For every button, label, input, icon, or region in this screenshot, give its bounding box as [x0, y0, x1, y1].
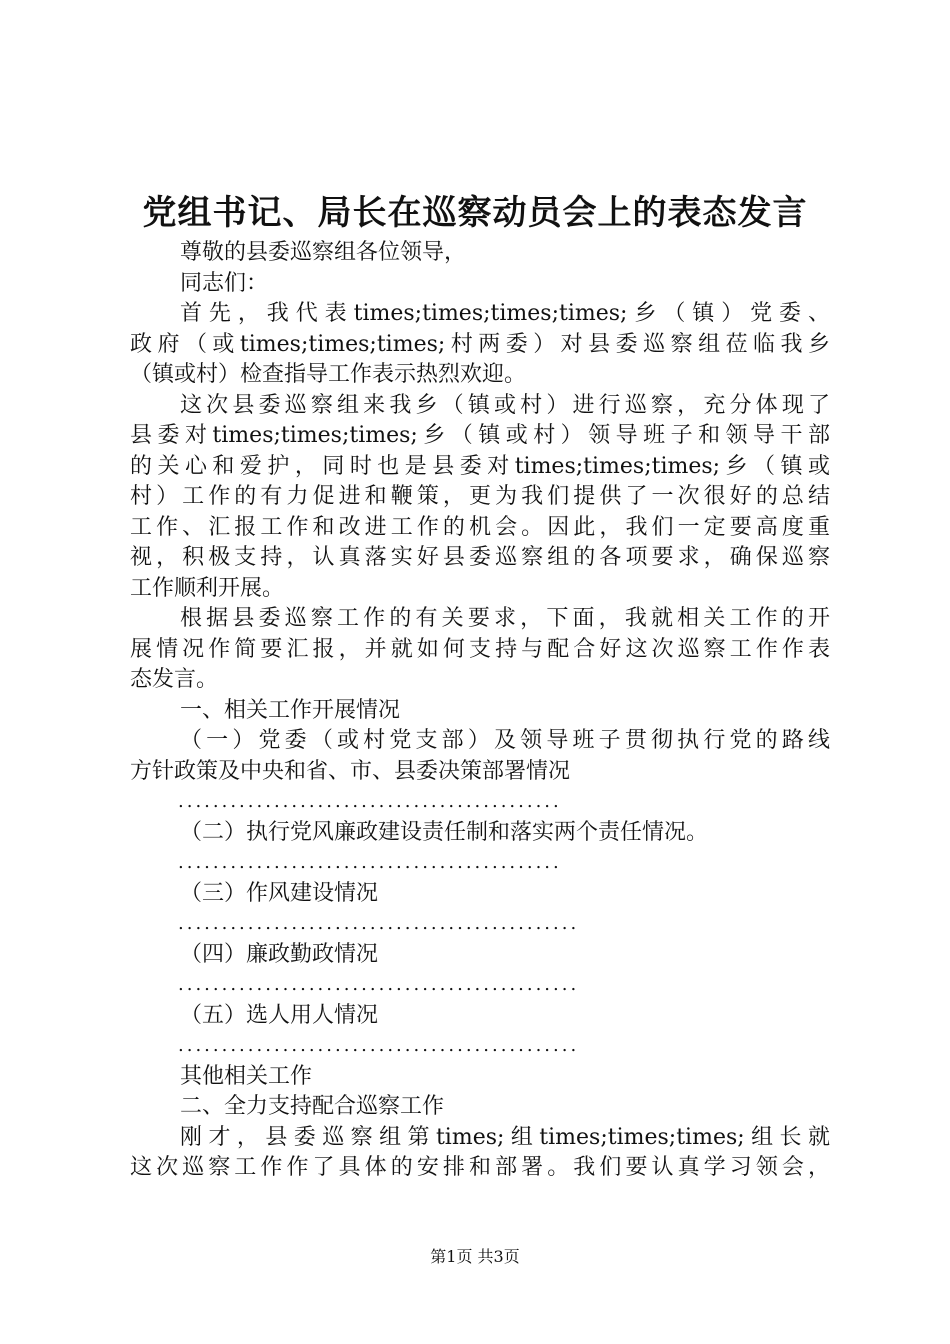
dot-leader: .............................................. — [178, 913, 580, 934]
section-heading: 二、全力支持配合巡察工作 — [180, 1094, 445, 1119]
paragraph-line: 县委对times;times;times;乡（镇或村）领导班子和领导干部 — [130, 423, 830, 448]
subsection-heading: （五）选人用人情况 — [180, 1002, 379, 1028]
dot-leader: .............................................. — [178, 1035, 580, 1056]
dot-leader: ............................................ — [178, 791, 562, 812]
paragraph-line: 的关心和爱护，同时也是县委对times;times;times;乡（镇或 — [130, 453, 830, 479]
paragraph-line: 视，积极支持，认真落实好县委巡察组的各项要求，确保巡察 — [130, 545, 830, 570]
paragraph-line: 工作顺利开展。 — [130, 575, 285, 601]
paragraph-line: 这次巡察工作作了具体的安排和部署。我们要认真学习领会， — [130, 1155, 830, 1180]
subsection-heading: （三）作风建设情况 — [180, 880, 379, 906]
paragraph-line: 政府（或times;times;times;村两委）对县委巡察组莅临我乡 — [130, 331, 830, 357]
salutation-line: 同志们： — [180, 270, 269, 296]
paragraph-line: 这次县委巡察组来我乡（镇或村）进行巡察，充分体现了 — [180, 392, 830, 418]
section-heading: 一、相关工作开展情况 — [180, 697, 401, 723]
paragraph-line: 根据县委巡察工作的有关要求，下面，我就相关工作的开 — [180, 606, 830, 631]
paragraph-line: （镇或村）检查指导工作表示热烈欢迎。 — [130, 362, 527, 387]
subsection-heading: （一）党委（或村党支部）及领导班子贯彻执行党的路线 — [180, 728, 830, 753]
subsection-heading: 其他相关工作 — [180, 1063, 313, 1089]
paragraph-line: 工作、汇报工作和改进工作的机会。因此，我们一定要高度重 — [130, 514, 830, 540]
document-title: 党组书记、局长在巡察动员会上的表态发言 — [142, 193, 808, 233]
paragraph-line: 刚才，县委巡察组第times;组times;times;times;组长就 — [180, 1124, 830, 1150]
paragraph-line: 首先，我代表times;times;times;times;乡（镇）党委、 — [180, 301, 830, 326]
paragraph-line: 展情况作简要汇报，并就如何支持与配合好这次巡察工作作表 — [130, 636, 830, 662]
subsection-heading: （四）廉政勤政情况 — [180, 941, 379, 967]
subsection-heading: 方针政策及中央和省、市、县委决策部署情况 — [130, 758, 571, 784]
salutation-line: 尊敬的县委巡察组各位领导， — [180, 240, 467, 265]
dot-leader: ............................................ — [178, 852, 562, 873]
subsection-heading: （二）执行党风廉政建设责任制和落实两个责任情况。 — [180, 819, 709, 845]
page-footer: 第1页 共3页 — [430, 1247, 520, 1266]
document-body — [130, 238, 830, 1184]
dot-leader: .............................................. — [178, 974, 580, 995]
paragraph-line: 村）工作的有力促进和鞭策，更为我们提供了一次很好的总结 — [130, 484, 830, 509]
paragraph-line: 态发言。 — [130, 667, 219, 692]
